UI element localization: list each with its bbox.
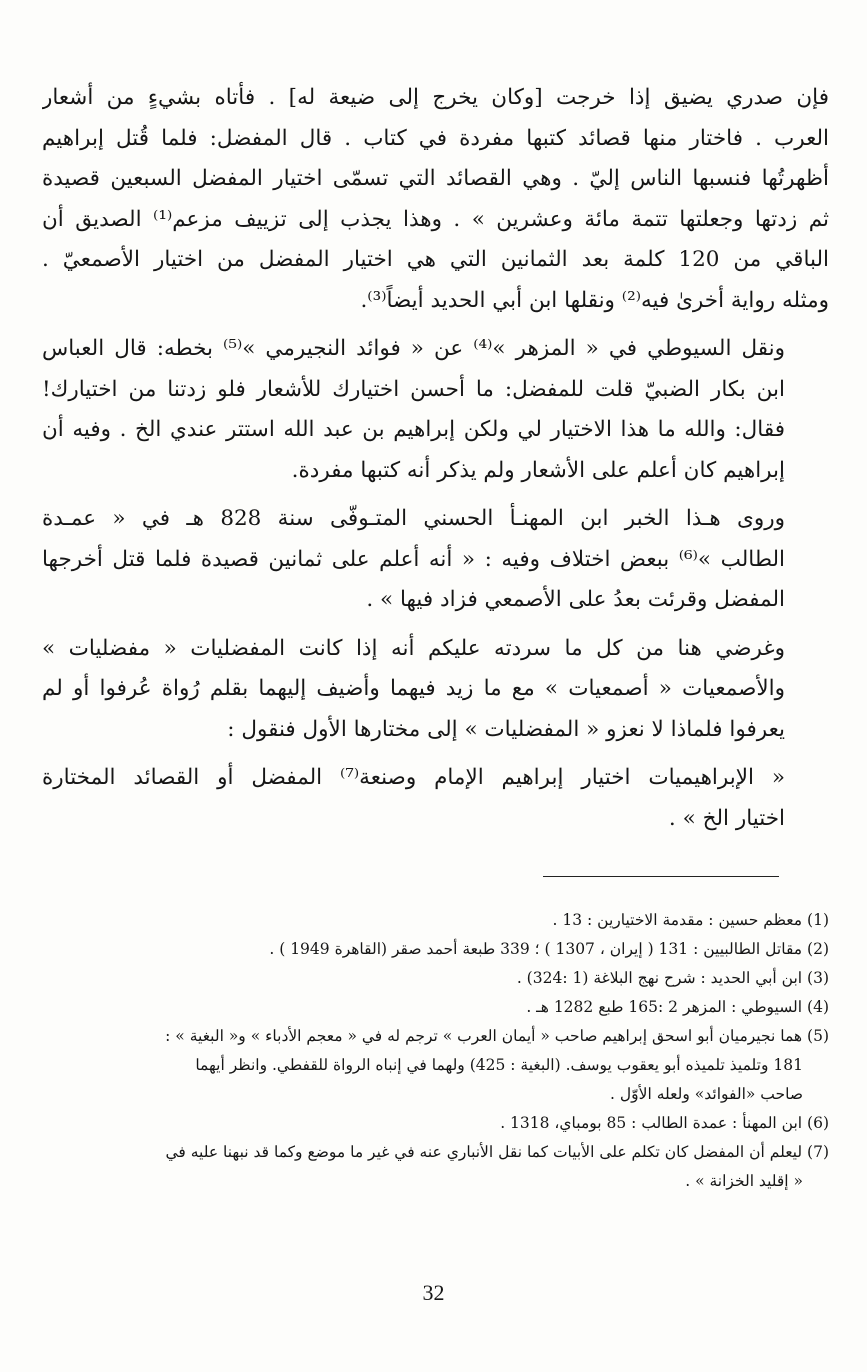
footnote-line: (7) ليعلم أن المفضل كان تكلم على الأبيات كما نقل الأنباري عنه في غير ما موضع وكما قد نبهنا عليه في [165, 1143, 829, 1161]
text-line: فقال: والله ما هذا الاختيار لي ولكن إبراهيم بن عبد الله استتر عندي الخ . وفيه أن [42, 417, 785, 442]
paragraph [42, 329, 829, 491]
text-line: الطالب »⁽⁶⁾ ببعض اختلاف وفيه : « أنه أعلم على ثمانين قصيدة فلما قتل أخرجها [42, 546, 785, 572]
text-line: العرب . فاختار منها قصائد كتبها مفردة في كتاب . قال المفضل: فلما قُتل إبراهيم [42, 125, 829, 151]
footnote-line: « إقليد الخزانة » . [685, 1172, 803, 1190]
footnote-line: (4) السيوطي : المزهر 2 :165 طبع 1282 هـ . [526, 998, 829, 1016]
paragraph [42, 629, 829, 751]
text-line: أظهرتُها فنسبها الناس إليّ . وهي القصائد التي تسمّى اختيار المفضل السبعين قصيدة [42, 166, 829, 191]
footnote-line: 181 وتلميذ تلميذه أبو يعقوب يوسف. (البغية : 425) ولهما في إنباه الرواة للقفطي. وانظر أيهما [195, 1056, 803, 1074]
text-line: وغرضي هنا من كل ما سردته عليكم أنه إذا كانت المفضليات « مفضليات » [42, 635, 785, 661]
footnote-line: (3) ابن أبي الحديد : شرح نهج البلاغة (1 :324) . [516, 969, 829, 987]
footnote-line: (6) ابن المهنأ : عمدة الطالب : 85 بومباي، 1318 . [500, 1114, 829, 1132]
footnote-line: (5) هما نجيرميان أبو اسحق إبراهيم صاحب « أيمان العرب » ترجم له في « معجم الأدباء » و« البغية » : [165, 1027, 829, 1045]
footnote-line: (1) معظم حسين : مقدمة الاختيارين : 13 . [552, 911, 829, 929]
text-line: يعرفوا فلماذا لا نعزو « المفضليات » إلى مختارها الأول فنقول : [227, 716, 785, 742]
footnote-line: (2) مقاتل الطالبيين : 131 ( إيران ، 1307 ) ؛ 339 طبعة أحمد صقر (القاهرة 1949 ) . [269, 940, 829, 958]
footnote-line: صاحب «الفوائد» ولعله الأوّل . [610, 1085, 803, 1103]
text-line: الباقي من 120 كلمة بعد الثمانين التي هي اختيار المفضل من اختيار الأصمعيّ . [42, 247, 829, 272]
text-line: ومثله رواية أخرىٰ فيه⁽²⁾ ونقلها ابن أبي الحديد أيضاً⁽³⁾. [360, 287, 829, 313]
page-number: 32 [422, 1280, 445, 1305]
text-line: فإن صدري يضيق إذا خرجت [وكان يخرج إلى ضيعة له] . فأتاه بشيءٍ من أشعار [42, 85, 829, 110]
text-line: ابن بكار الضبيّ قلت للمفضل: ما أحسن اختيارك للأشعار فلو زدتنا من اختيارك! [42, 376, 785, 402]
paragraph [42, 499, 829, 621]
main-text [42, 78, 829, 839]
text-line: ونقل السيوطي في « المزهر »⁽⁴⁾ عن « فوائد النجيرمي »⁽⁵⁾ بخطه: قال العباس [42, 336, 785, 361]
text-line: المفضل وقرئت بعدُ على الأصمعي فزاد فيها » . [366, 587, 785, 612]
text-line: اختيار الخ » . [668, 805, 785, 831]
paragraph [42, 78, 829, 321]
text-line: ثم زدتها وجعلتها تتمة مائة وعشرين » . وهذا يجذب إلى تزييف مزعم⁽¹⁾ الصديق أن [42, 206, 829, 232]
text-line: « الإبراهيميات اختيار إبراهيم الإمام وصنعة⁽⁷⁾ المفضل أو القصائد المختارة [42, 765, 785, 790]
text-line: والأصمعيات « أصمعيات » مع ما زيد فيهما وأضيف إليهما بقلم رُواة عُرفوا أو لم [42, 676, 785, 701]
paragraph [42, 758, 829, 839]
text-line: وروى هـذا الخبر ابن المهنـأ الحسني المتـوفّى سنة 828 هـ في « عمـدة [42, 506, 785, 531]
text-line: إبراهيم كان أعلم على الأشعار ولم يذكر أنه كتبها مفردة. [291, 457, 785, 483]
footnote-separator [543, 876, 779, 877]
footnotes [44, 906, 829, 1196]
